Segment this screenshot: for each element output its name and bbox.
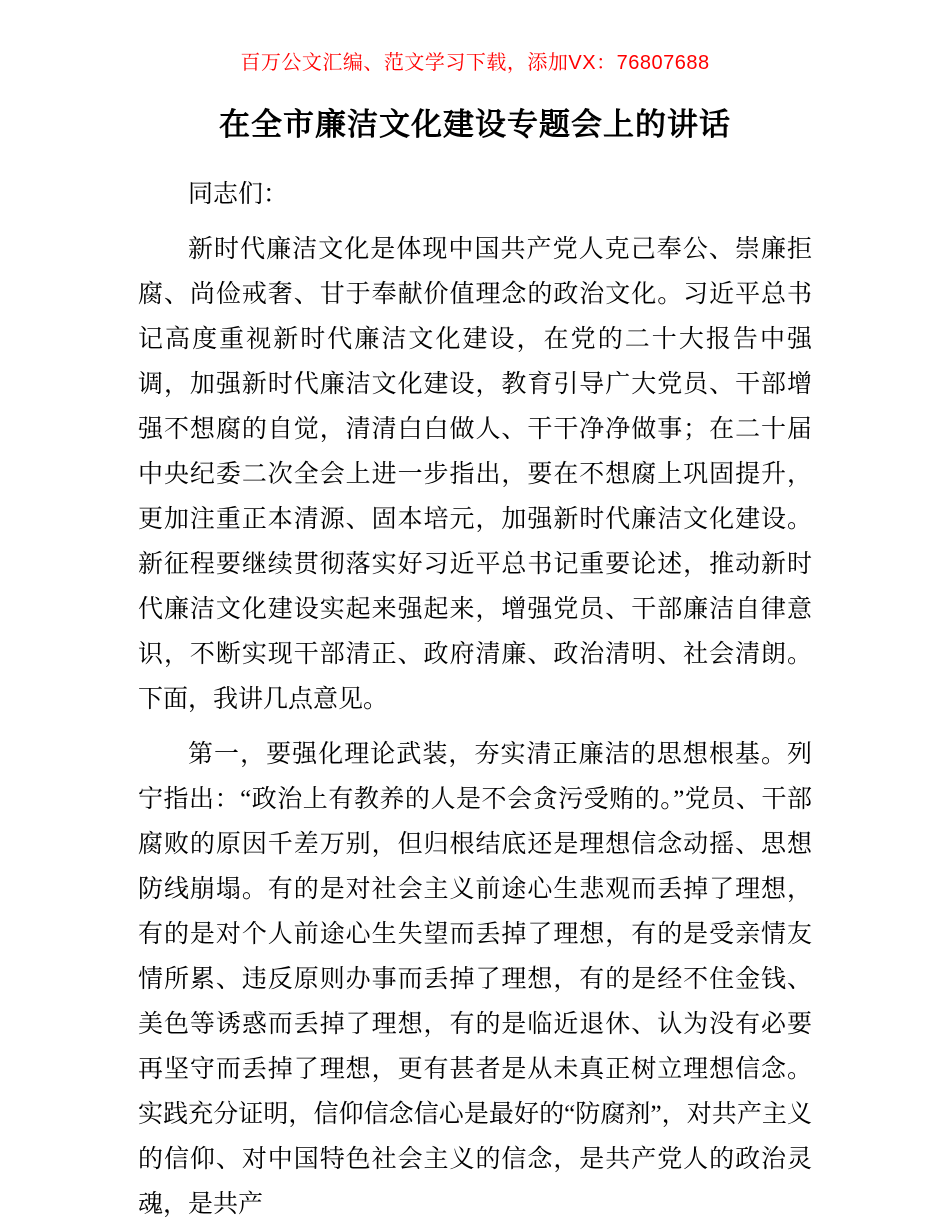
header-notice: 百万公文汇编、范文学习下载，添加VX：76807688: [240, 52, 710, 74]
body-paragraph-1: 新时代廉洁文化是体现中国共产党人克己奉公、崇廉拒腐、尚俭戒奢、甘于奉献价值理念的政治文化。习近平总书记高度重视新时代廉洁文化建设，在党的二十大报告中强调，加强新时代廉洁文化建设，教育引导广大党员、干部增强不想腐的自觉，清清白白做人、干干净净做事；在二十届中央纪委二次全会上进一步指出，要在不想腐上巩固提升，更加注重正本清源、固本培元，加强新时代廉洁文化建设。新征程要继续贯彻落实好习近平总书记重要论述，推动新时代廉洁文化建设实起来强起来，增强党员、干部廉洁自律意识，不断实现干部清正、政府清廉、政治清明、社会清朗。下面，我讲几点意见。: [138, 236, 812, 713]
document-title: 在全市廉洁文化建设专题会上的讲话: [219, 107, 731, 142]
body-paragraph-2: 第一，要强化理论武装，夯实清正廉洁的思想根基。列宁指出：“政治上有教养的人是不会贪污受贿的。”党员、干部腐败的原因千差万别，但归根结底还是理想信念动摇、思想防线崩塌。有的是对社会主义前途心生悲观而丢掉了理想，有的是对个人前途心生失望而丢掉了理想，有的是受亲情友情所累、违反原则办事而丢掉了理想，有的是经不住金钱、美色等诱惑而丢掉了理想，有的是临近退休、认为没有必要再坚守而丢掉了理想，更有甚者是从未真正树立理想信念。实践充分证明，信仰信念信心是最好的“防腐剂”，对共产主义的信仰、对中国特色社会主义的信念，是共产党人的政治灵魂，是共产: [138, 741, 812, 1218]
salutation-paragraph: 同志们：: [188, 181, 289, 208]
